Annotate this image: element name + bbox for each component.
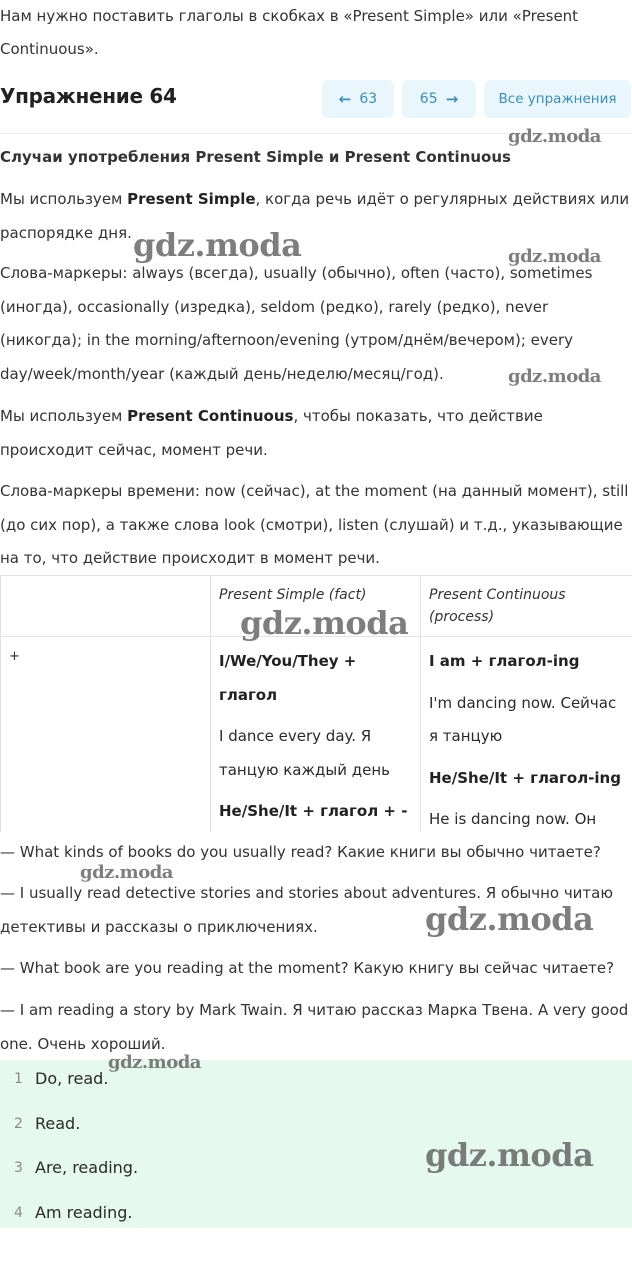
divider (0, 133, 632, 134)
table-corner-cell (1, 576, 211, 637)
continuous-example-2: He is dancing now. Он (429, 810, 597, 828)
comparison-table (0, 575, 632, 832)
watermark: gdz.moda (240, 604, 409, 642)
exercise-title: Упражнение 64 (0, 84, 177, 108)
dialog-line: — What kinds of books do you usually read? Какие книги вы обычно читаете? (0, 843, 601, 861)
table-row-label: + (1, 637, 211, 832)
answer-number: 1 (14, 1071, 23, 1087)
theory-paragraph-continuous (0, 400, 630, 467)
answers-block (0, 1060, 632, 1228)
table-cell-simple (211, 637, 421, 832)
answer-text: Read. (35, 1114, 81, 1133)
term-present-continuous: Present Continuous (127, 407, 294, 425)
dialog-line: — I am reading a story by Mark Twain. Я читаю рассказ Марка Твена. A very good one. Очень хороший. (0, 1001, 629, 1053)
answer-item (0, 1107, 632, 1141)
dialog-line: — What book are you reading at the moment? Какую книгу вы сейчас читаете? (0, 959, 615, 977)
text-span: Мы используем (0, 190, 128, 208)
prev-exercise-label: 63 (359, 91, 378, 107)
answer-item (0, 1196, 632, 1230)
answer-number: 3 (14, 1160, 23, 1176)
watermark: gdz.moda (108, 1052, 201, 1073)
table-header-continuous: Present Continuous (process) (421, 576, 632, 637)
simple-rule-1: I/We/You/They + глагол (219, 652, 357, 704)
text-span: , чтобы показать, что действие происходит сейчас, момент речи. (0, 407, 543, 459)
continuous-rule-1: I am + глагол-ing (429, 652, 580, 670)
exercise-header (0, 80, 632, 118)
next-exercise-button[interactable] (402, 80, 476, 118)
answer-text: Am reading. (35, 1203, 133, 1222)
arrow-left-icon: ← (338, 90, 352, 108)
table-cell-continuous (421, 637, 632, 832)
theory-markers-simple: Слова-маркеры: always (всегда), usually (обычно), often (часто), sometimes (иногда), occasionally (изредка), seldom (редко), rarely (редко), never (никогда); in the morning/afternoon/evening (утром/днём/вечером); every day/week/month/year (каждый день/неделю/месяц/год). (0, 264, 593, 383)
simple-rule-2: He/She/It + глагол + - (219, 802, 408, 820)
answer-number: 4 (14, 1205, 23, 1221)
table-header-simple: Present Simple (fact) (211, 576, 421, 637)
watermark: gdz.moda (425, 1136, 594, 1174)
simple-example-1: I dance every day. Я танцую каждый день (219, 727, 390, 779)
theory-markers-continuous: Слова-маркеры времени: now (сейчас), at the moment (на данный момент), still (до сих пор), а также слова look (смотри), listen (слушай) и т.д., указывающие на то, что действие происходит в момент речи. (0, 482, 629, 567)
next-exercise-label: 65 (419, 91, 438, 107)
watermark: gdz.moda (508, 126, 601, 147)
arrow-right-icon: → (445, 90, 459, 108)
theory-heading: Случаи употребления Present Simple и Present Continuous (0, 148, 511, 166)
term-present-simple: Present Simple (127, 190, 256, 208)
prev-exercise-button[interactable] (322, 80, 394, 118)
watermark: gdz.moda (133, 226, 302, 264)
answer-item (0, 1151, 632, 1185)
theory-paragraph-simple (0, 183, 630, 250)
continuous-rule-2: He/She/It + глагол-ing (429, 768, 621, 787)
answer-text: Do, read. (35, 1069, 109, 1088)
watermark: gdz.moda (508, 366, 601, 387)
answer-text: Are, reading. (35, 1158, 139, 1177)
watermark: gdz.moda (508, 246, 601, 267)
text-span: , когда речь идёт о регулярных действиях или распорядке дня. (0, 190, 630, 242)
intro-text: Нам нужно поставить глаголы в скобках в «Present Simple» или «Present Continuous». (0, 7, 579, 58)
all-exercises-button[interactable]: Все упражнения (484, 80, 631, 118)
watermark: gdz.moda (80, 862, 173, 883)
dialog-line: — I usually read detective stories and stories about adventures. Я обычно читаю детективы и рассказы о приключениях. (0, 884, 613, 936)
text-span: Мы используем (0, 407, 128, 425)
answer-item (0, 1062, 632, 1096)
watermark: gdz.moda (425, 900, 594, 938)
continuous-example-1: I'm dancing now. Сейчас я танцую (429, 693, 617, 745)
answer-number: 2 (14, 1116, 23, 1132)
